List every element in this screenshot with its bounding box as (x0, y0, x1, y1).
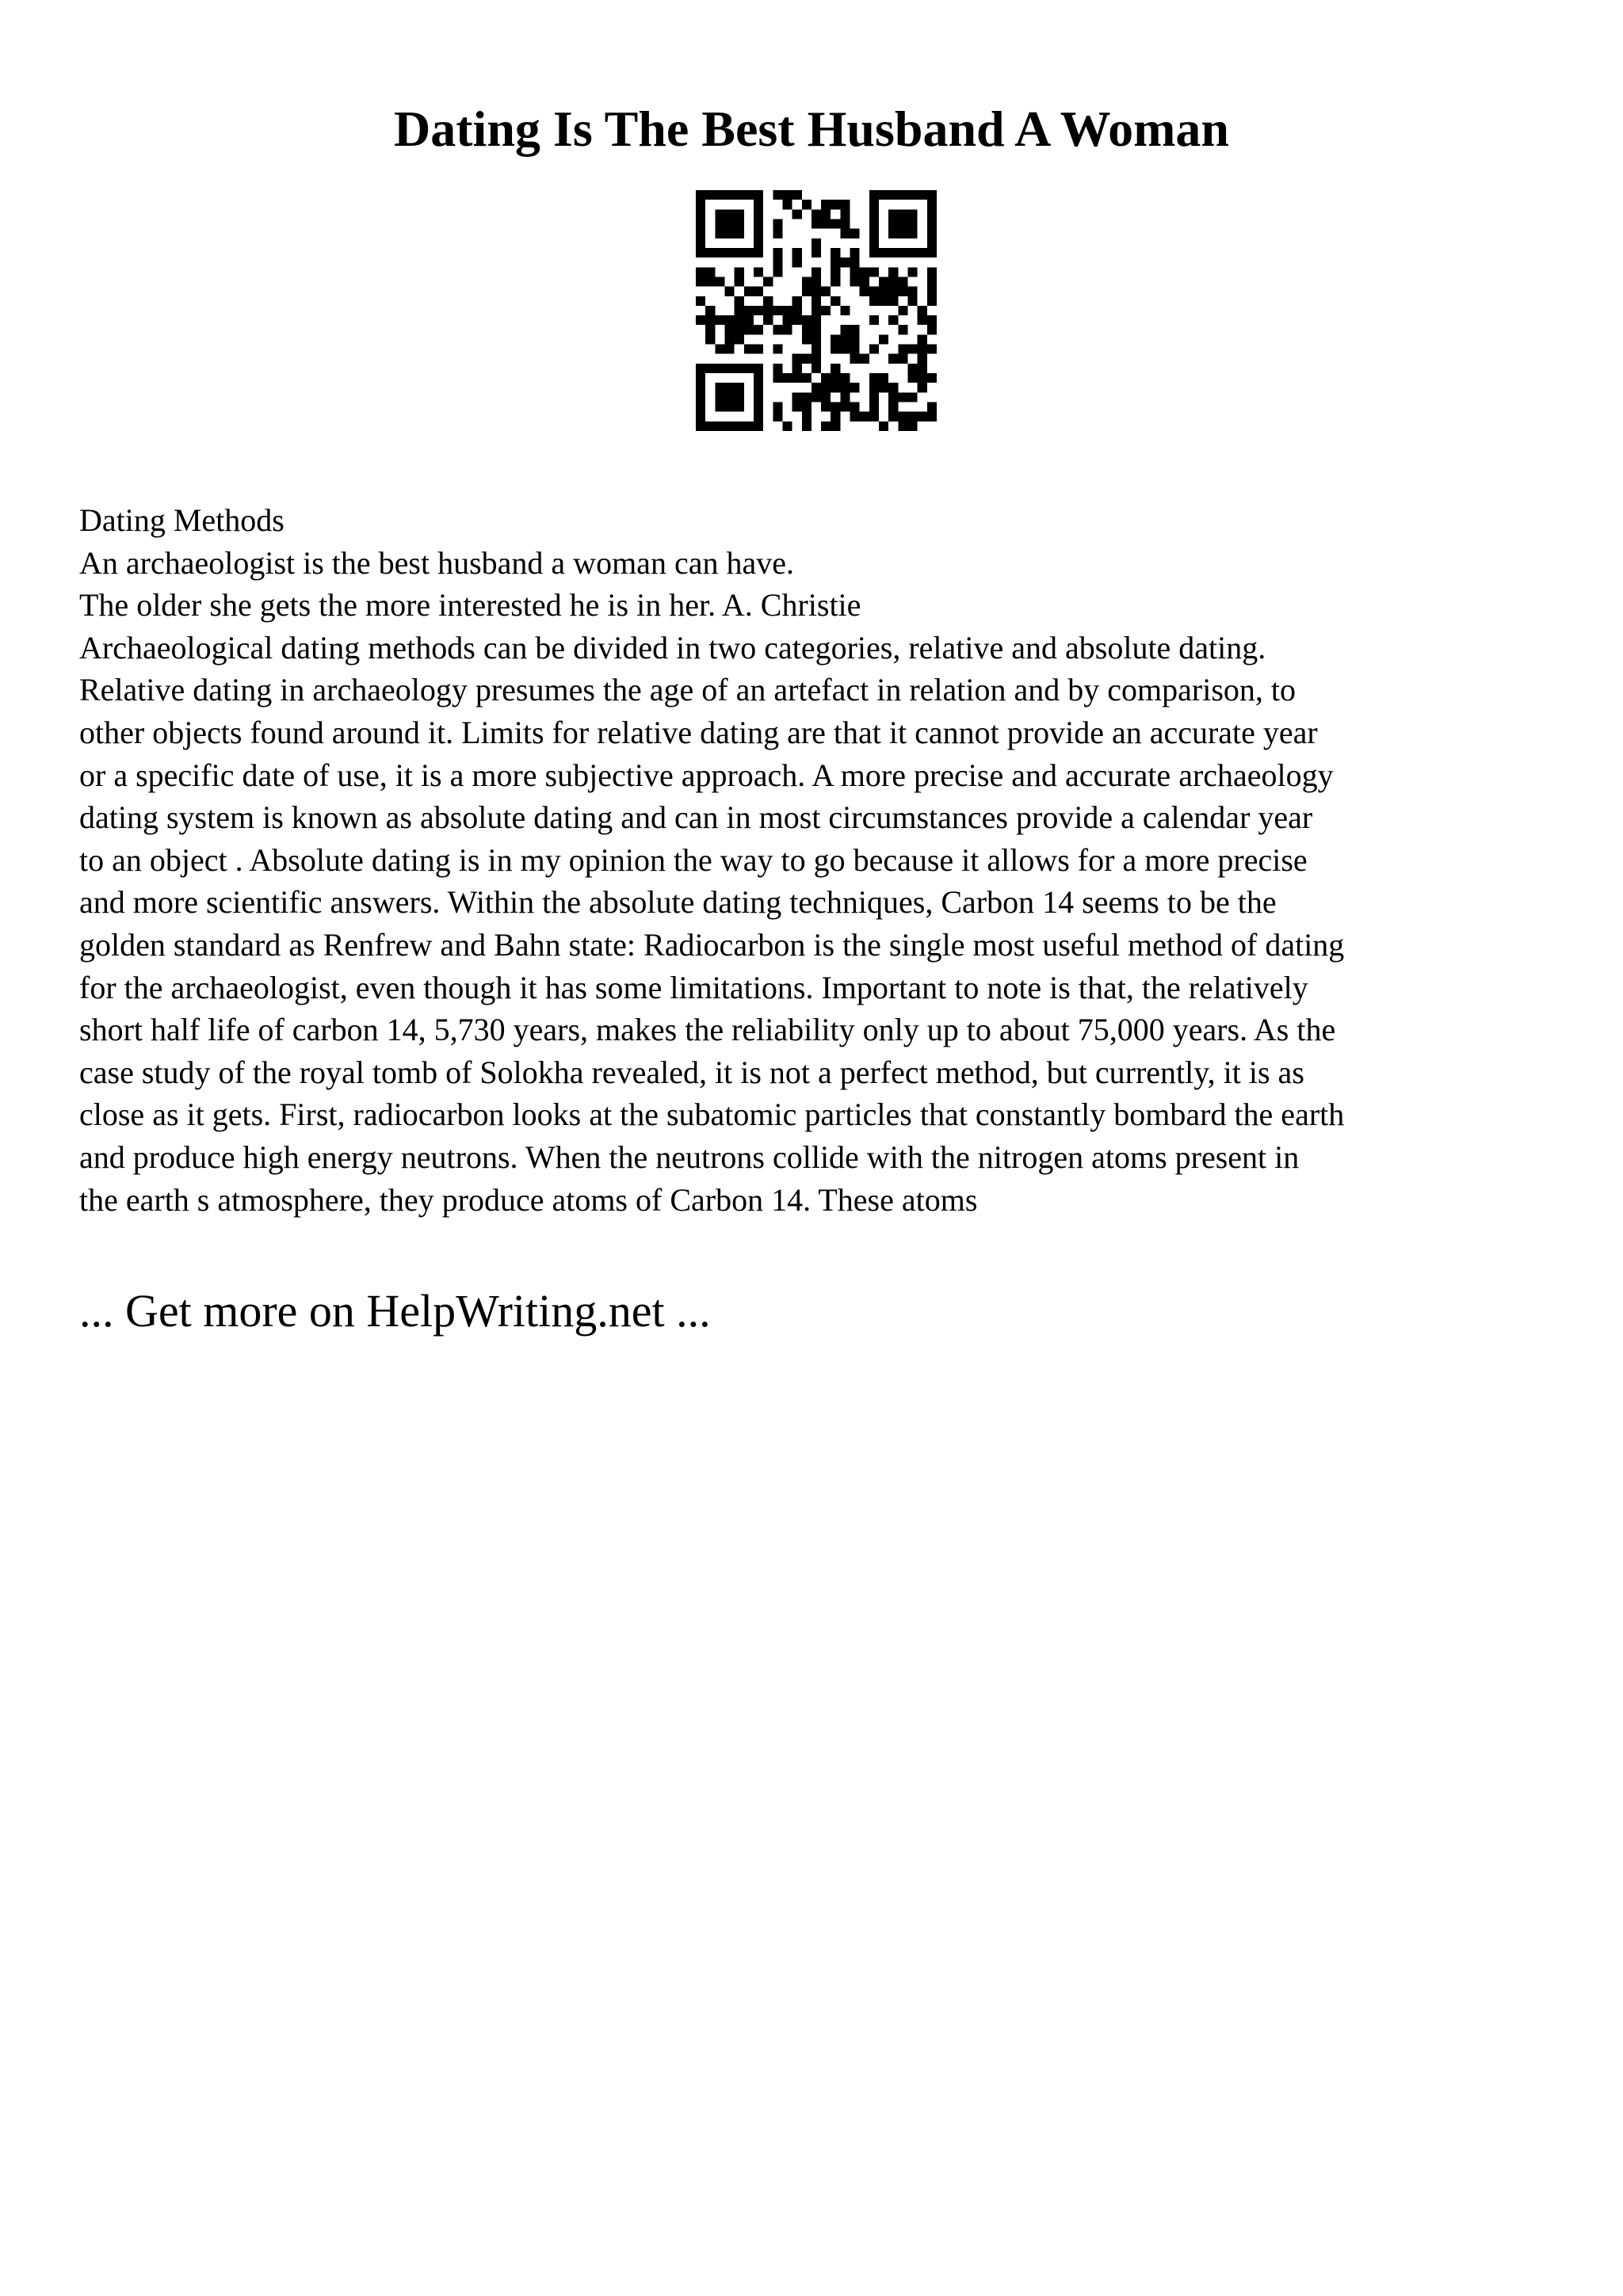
text-line: or a specific date of use, it is a more subjective approach. A more precise and accurate archaeology (79, 757, 1334, 793)
text-line: Archaeological dating methods can be divided in two categories, relative and absolute dating. (79, 629, 1266, 666)
text-line: An archaeologist is the best husband a woman can have. (79, 544, 794, 581)
qr-code-icon[interactable] (696, 190, 937, 431)
body-text (79, 499, 1569, 1221)
text-line: case study of the royal tomb of Solokha revealed, it is not a perfect method, but currently, it is as (79, 1054, 1304, 1090)
text-line: Relative dating in archaeology presumes the age of an artefact in relation and by comparison, to (79, 672, 1296, 708)
text-line: golden standard as Renfrew and Bahn state: Radiocarbon is the single most useful method of dating (79, 926, 1345, 963)
text-line: for the archaeologist, even though it has some limitations. Important to note is that, the relatively (79, 969, 1308, 1005)
get-more-link[interactable]: ... Get more on HelpWriting.net ... (79, 1285, 711, 1337)
text-line: to an object . Absolute dating is in my opinion the way to go because it allows for a more precise (79, 841, 1308, 878)
text-line: short half life of carbon 14, 5,730 years, makes the reliability only up to about 75,000 years. As the (79, 1012, 1336, 1048)
text-line: the earth s atmosphere, they produce atoms of Carbon 14. These atoms (79, 1181, 978, 1218)
text-line: close as it gets. First, radiocarbon looks at the subatomic particles that constantly bombard the earth (79, 1097, 1345, 1133)
text-line: and produce high energy neutrons. When the neutrons collide with the nitrogen atoms present in (79, 1138, 1300, 1175)
page-title: Dating Is The Best Husband A Woman (394, 101, 1229, 157)
section-heading: Dating Methods (79, 502, 285, 538)
text-line: The older she gets the more interested he is in her. A. Christie (79, 587, 861, 624)
text-line: and more scientific answers. Within the absolute dating techniques, Carbon 14 seems to be the (79, 884, 1277, 921)
text-line: dating system is known as absolute dating and can in most circumstances provide a calendar year (79, 799, 1313, 836)
text-line: other objects found around it. Limits for relative dating are that it cannot provide an accurate year (79, 714, 1318, 750)
